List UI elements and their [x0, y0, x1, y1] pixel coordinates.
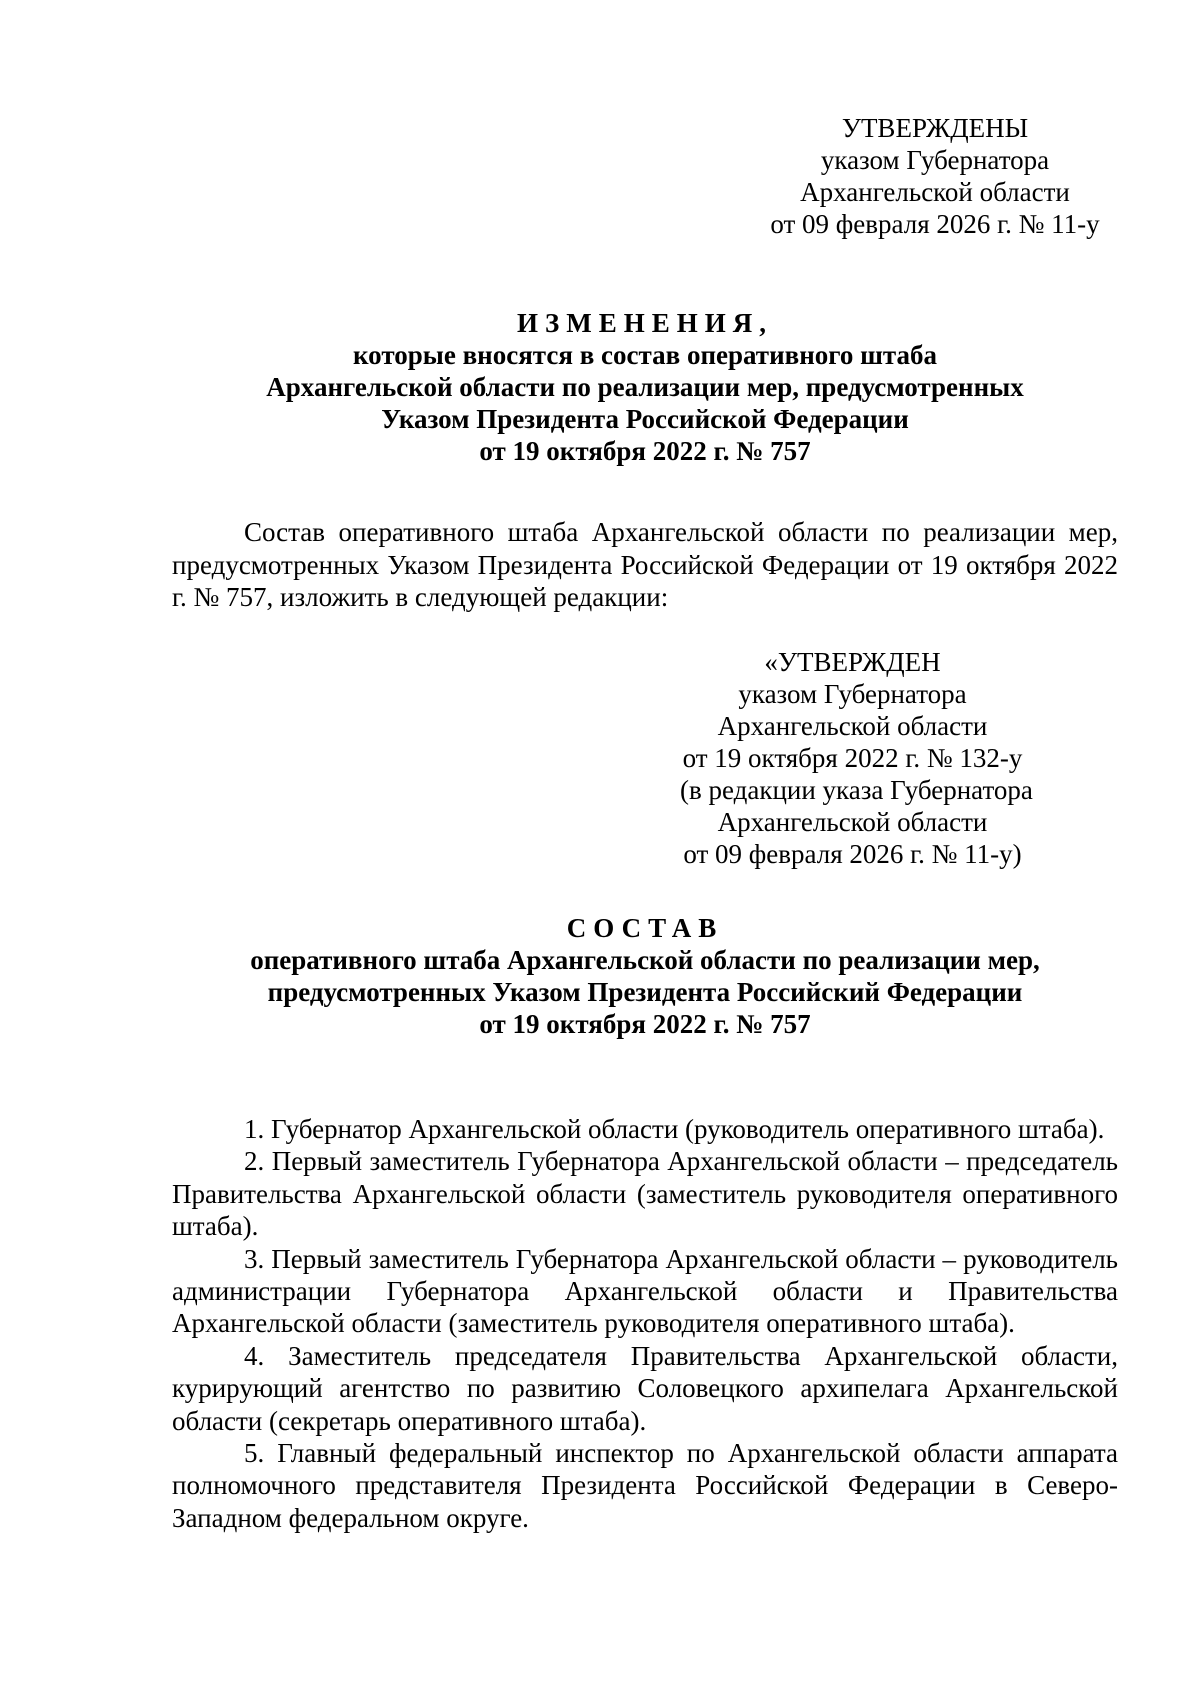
approval-line: Архангельской области: [800, 177, 1070, 207]
composition-heading: [172, 912, 1118, 1040]
member-list: [172, 1113, 1118, 1534]
member-item: 4. Заместитель председателя Правительства Архангельской области, курирующий агентство по развитию Соловецкого архипелага Архангельской области (секретарь оперативного штаба).: [172, 1340, 1118, 1436]
changes-subtitle-line: которые вносятся в состав оперативного штаба: [352, 340, 937, 370]
approval-stamp: [770, 112, 1100, 240]
changes-subtitle-line: Архангельской области по реализации мер, предусмотренных: [266, 372, 1024, 402]
member-item: 1. Губернатор Архангельской области (руководитель оперативного штаба).: [244, 1114, 1105, 1144]
approval-date: от 09 февраля 2026 г. № 11-у): [683, 839, 1022, 869]
member-item: 3. Первый заместитель Губернатора Архангельской области – руководитель администрации Губернатора Архангельской области и Правительства Архангельской области (заместитель руководителя оперативного штаба).: [172, 1243, 1118, 1339]
approval-title: «УТВЕРЖДЕН: [764, 647, 941, 677]
approval-line: Архангельской области: [717, 807, 988, 837]
changes-heading: [172, 307, 1118, 467]
changes-subtitle-line: от 19 октября 2022 г. № 757: [479, 436, 811, 466]
member-item: 2. Первый заместитель Губернатора Архангельской области – председатель Правительства Архангельской области (заместитель руководителя оперативного штаба).: [172, 1146, 1118, 1242]
approval-line: указом Губернатора: [738, 679, 967, 709]
approval-date: от 09 февраля 2026 г. № 11-у: [770, 209, 1100, 239]
changes-subtitle-line: Указом Президента Российской Федерации: [381, 404, 909, 434]
approval-line: Архангельской области: [717, 711, 988, 741]
composition-subtitle-line: от 19 октября 2022 г. № 757: [479, 1009, 811, 1039]
member-item: 5. Главный федеральный инспектор по Архангельской области аппарата полномочного представителя Президента Российской Федерации в Северо-Западном федеральном округе.: [172, 1438, 1118, 1533]
approval-date: от 19 октября 2022 г. № 132-у: [682, 743, 1023, 773]
composition-subtitle-line: оперативного штаба Архангельской области по реализации мер,: [250, 945, 1040, 975]
intro-paragraph: Состав оперативного штаба Архангельской области по реализации мер, предусмотренных Указом Президента Российской Федерации от 19 октября 2022 г. № 757, изложить в следующей редакции:: [172, 517, 1118, 612]
approval-line: указом Губернатора: [820, 145, 1050, 175]
changes-title: ИЗМЕНЕНИЯ,: [516, 308, 773, 338]
approval-line: (в редакции указа Губернатора: [680, 775, 1033, 805]
approval-title: УТВЕРЖДЕНЫ: [841, 113, 1029, 143]
inner-approval-stamp: [680, 646, 1033, 870]
composition-title: СОСТАВ: [566, 913, 724, 943]
composition-subtitle-line: предусмотренных Указом Президента Российский Федерации: [267, 977, 1023, 1007]
